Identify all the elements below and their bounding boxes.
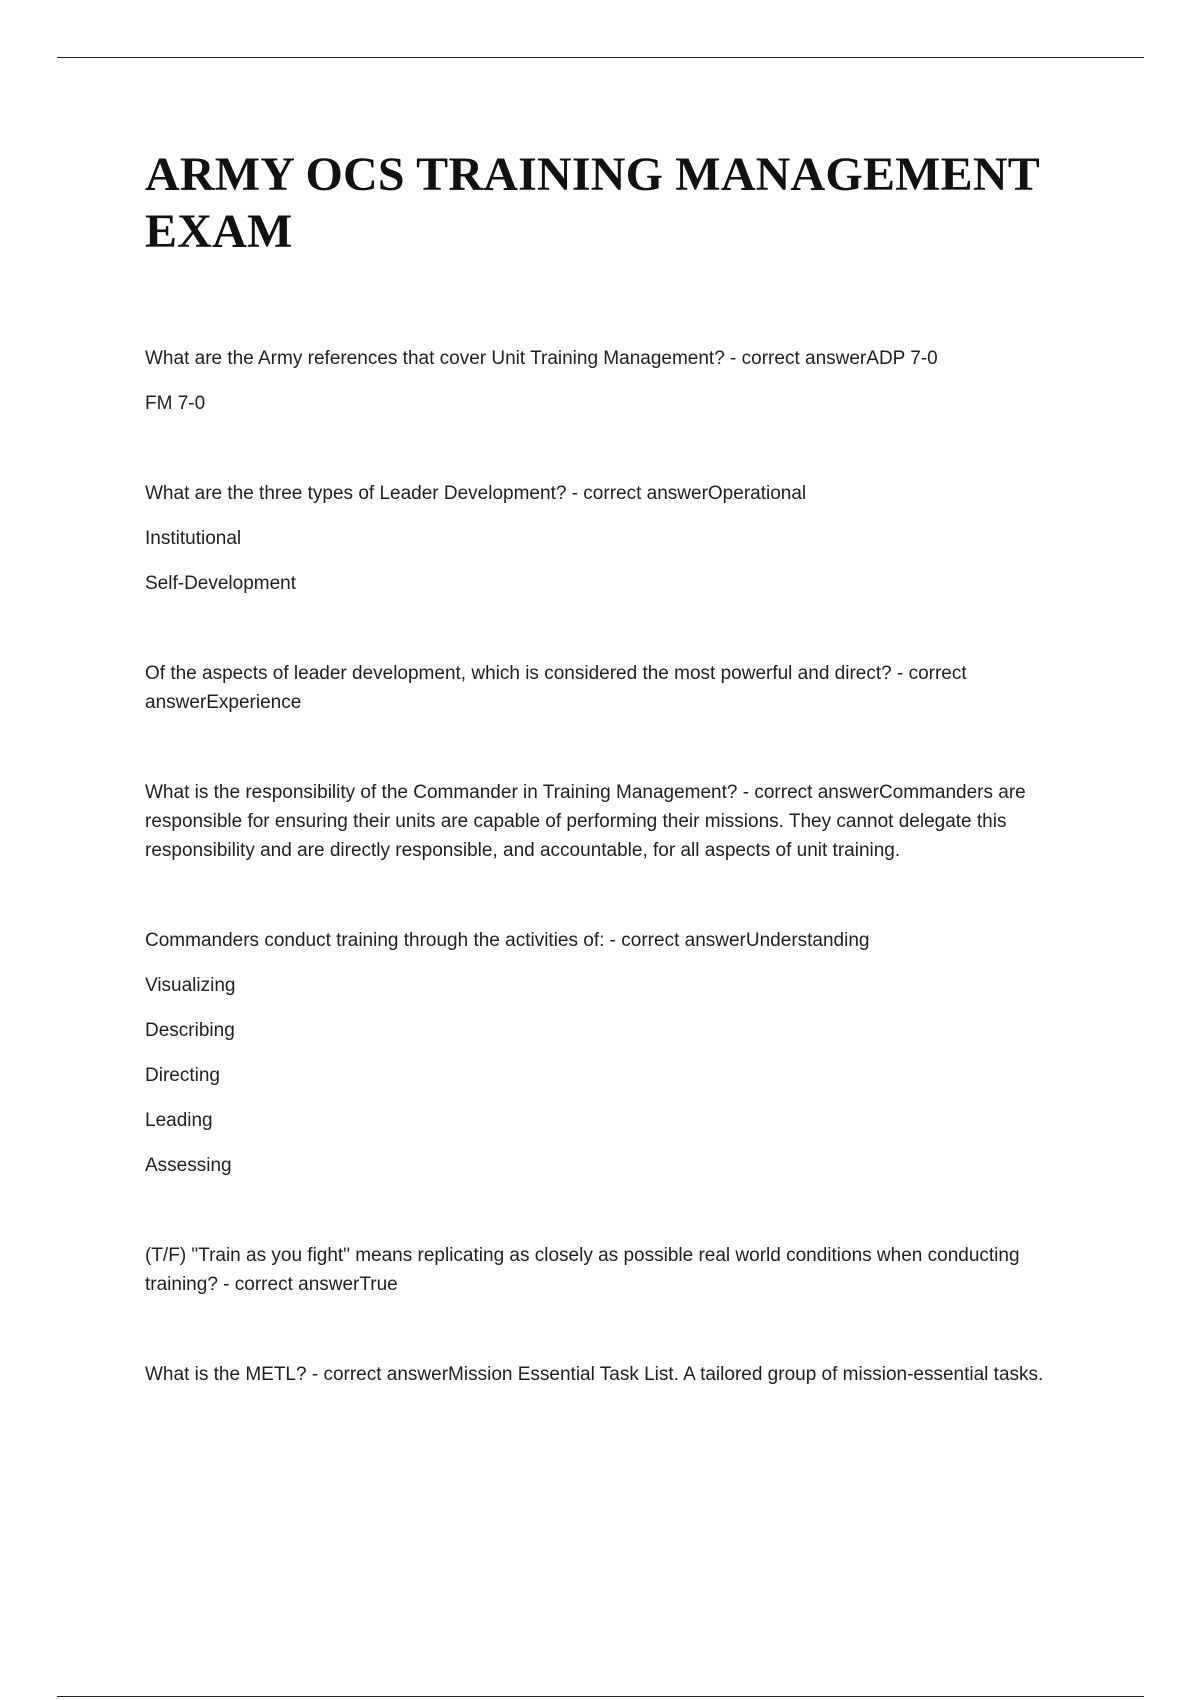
answer-line: Describing — [145, 1020, 235, 1041]
qa-first-line — [145, 1360, 1085, 1389]
question-text: Commanders conduct training through the activities of: — [145, 930, 605, 951]
bottom-rule — [57, 1696, 1144, 1697]
qa-item — [145, 778, 1085, 865]
qa-first-line — [145, 778, 1085, 865]
answer-text: ADP 7-0 — [866, 348, 938, 369]
answer-line: FM 7-0 — [145, 393, 206, 414]
answer-line: Assessing — [145, 1155, 232, 1176]
answer-line: Directing — [145, 1065, 220, 1086]
answer-separator: - correct answer — [145, 663, 967, 713]
answer-line: Visualizing — [145, 975, 236, 996]
answer-text: Experience — [206, 692, 302, 713]
question-text: What is the responsibility of the Commander in Training Management? — [145, 782, 738, 803]
qa-item — [145, 659, 1085, 717]
question-text: What are the Army references that cover Unit Training Management? — [145, 348, 725, 369]
qa-item — [145, 926, 1085, 1180]
answer-line: Self-Development — [145, 573, 297, 594]
answer-text: Mission Essential Task List. A tailored group of mission-essential tasks. — [448, 1364, 1044, 1385]
answer-text: Operational — [707, 483, 807, 504]
question-text: (T/F) "Train as you fight" means replicating as closely as possible real world conditions when conducting training? — [145, 1245, 1020, 1295]
answer-separator: - correct answer — [566, 483, 708, 504]
qa-item — [145, 479, 1085, 598]
question-text: What is the METL? — [145, 1364, 307, 1385]
qa-first-line — [145, 659, 1085, 717]
qa-list — [145, 344, 1085, 1389]
answer-line: Institutional — [145, 528, 242, 549]
top-rule — [57, 57, 1144, 58]
answer-line: Leading — [145, 1110, 213, 1131]
answer-text: True — [359, 1274, 398, 1295]
document-title: ARMY OCS TRAINING MANAGEMENT EXAM — [145, 148, 1040, 258]
qa-first-line — [145, 479, 1085, 508]
answer-text: Understanding — [745, 930, 870, 951]
answer-separator: - correct answer — [306, 1364, 449, 1385]
answer-separator: - correct answer — [604, 930, 746, 951]
qa-first-line — [145, 1241, 1085, 1299]
qa-item — [145, 344, 1085, 418]
answer-separator: - correct answer — [724, 348, 867, 369]
qa-first-line — [145, 344, 1085, 373]
qa-item — [145, 1360, 1085, 1389]
question-text: Of the aspects of leader development, which is considered the most powerful and direct? — [145, 663, 892, 684]
qa-item — [145, 1241, 1085, 1299]
qa-first-line — [145, 926, 1085, 955]
question-text: What are the three types of Leader Development? — [145, 483, 567, 504]
answer-separator: - correct answer — [217, 1274, 360, 1295]
answer-separator: - correct answer — [737, 782, 879, 803]
answer-text: Commanders are responsible for ensuring their units are capable of performing their missions. They cannot delegate this responsibility and are directly responsible, and accountable, for all aspects of unit training. — [145, 782, 1026, 861]
